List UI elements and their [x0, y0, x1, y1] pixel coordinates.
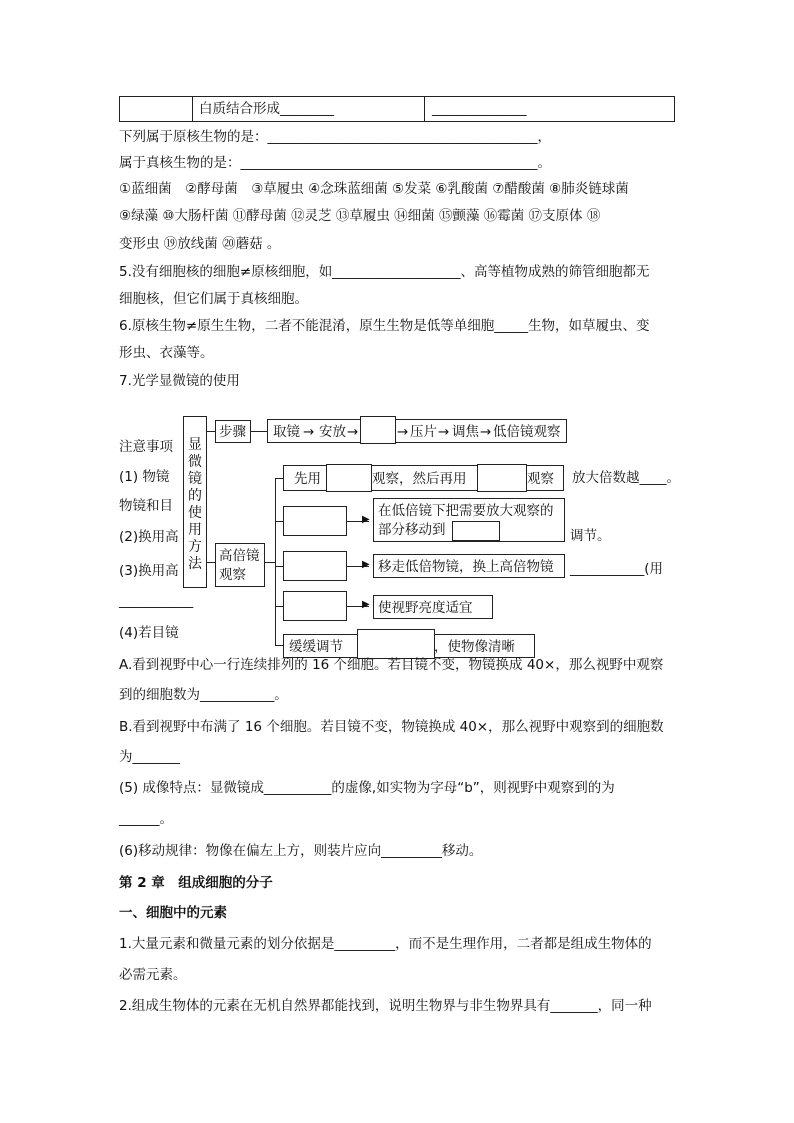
arrow-icon: → [480, 424, 492, 440]
text-line: (2)换用高 [119, 529, 179, 545]
connector [275, 478, 283, 479]
text-line: 注意事项 [119, 439, 173, 455]
text-line: 为_______ [119, 749, 180, 765]
section-heading: 一、细胞中的元素 [119, 905, 227, 921]
connector [207, 562, 215, 563]
text-line: 2.组成生物体的元素在无机自然界都能找到，说明生物界与非生物界具有_______，同一种 [119, 998, 652, 1014]
arrow-icon: → [347, 424, 359, 440]
text-line: (5) 成像特点：显微镜成__________的虚像,如实物为字母“b”，则视野中观察到的为 [119, 780, 615, 796]
text-line: ①蓝细菌 ②酵母菌 ③草履虫 ④念珠蓝细菌 ⑤发菜 ⑥乳酸菌 ⑦醋酸菌 ⑧肺炎链球菌 [119, 181, 629, 197]
text-line: 1.大量元素和微量元素的划分依据是_________，而不是生理作用，二者都是组成生物体的 [119, 936, 652, 952]
text-line: ___________ [119, 593, 194, 609]
text-line: 物镜和目 [119, 498, 173, 514]
branch-text: 部分移动到 [378, 522, 446, 538]
text-line: 下列属于原核生物的是：________________________________________， [119, 129, 551, 145]
text-line: (4)若目镜 [119, 625, 179, 641]
blank-box [283, 506, 347, 536]
table-cell: 白质结合形成________ [199, 101, 334, 117]
step-box [215, 420, 251, 443]
connector [275, 606, 283, 607]
text-line: 必需元素。 [119, 967, 187, 983]
blank-box [452, 521, 500, 541]
connector [207, 431, 215, 432]
branch-box-5 [283, 634, 535, 658]
branch-text: 移走低倍物镜，换上高倍物镜 [378, 559, 554, 575]
text-line: 到的细胞数为___________。 [119, 687, 288, 703]
arrow-icon: → [438, 424, 450, 440]
table-divider [424, 97, 425, 121]
blank-box [357, 629, 435, 659]
flow-text: 低倍镜观察 [493, 424, 561, 440]
connector [275, 566, 283, 567]
branch-text: 缓缓调节 [289, 639, 343, 655]
spine [275, 478, 276, 646]
chapter-heading: 第 2 章 组成细胞的分子 [119, 875, 273, 891]
high-power-label: 高倍镜 [219, 548, 260, 564]
branch-box-2 [373, 498, 565, 542]
blank-box [360, 416, 396, 444]
connector [265, 562, 275, 563]
branch-text: 在低倍镜下把需要放大观察的 [378, 503, 554, 519]
table-row [119, 96, 675, 122]
arrow-head-icon: ▶ [362, 559, 370, 570]
text-line: ______。 [119, 811, 173, 827]
connector [275, 521, 283, 522]
text-line: 变形虫 ⑲放线菌 ⑳蘑菇 。 [119, 236, 281, 252]
branch-tail-text: 放大倍数越____。 [572, 470, 680, 486]
blank-box [477, 464, 527, 492]
text-line: 5.没有细胞核的细胞≠原核细胞，如___________________、高等植物成熟的筛管细胞都无 [119, 264, 650, 280]
blank-box [283, 591, 347, 621]
arrow-head-icon: ▶ [362, 599, 370, 610]
arrow-icon: → [303, 424, 315, 440]
text-line: (3)换用高 [119, 563, 179, 579]
branch-text: 观察 [527, 471, 554, 487]
high-power-box [215, 543, 265, 587]
text-line: 细胞核，但它们属于真核细胞。 [119, 291, 308, 307]
branch-text: 使视野亮度适宜 [378, 600, 473, 616]
flow-text: 取镜 [273, 424, 300, 440]
branch-text: ，使物像清晰 [434, 639, 515, 655]
text-line: (6)移动规律：物像在偏左上方，则装片应向_________移动。 [119, 843, 483, 859]
text-line: A.看到视野中心一行连续排列的 16 个细胞。若目镜不变，物镜换成 40×，那么视野中观察 [119, 657, 664, 673]
diagram-title: 显微镜的使用方法 [188, 437, 202, 572]
flow-text: 安放 [319, 424, 346, 440]
blank-box [326, 464, 372, 492]
text-line: 形虫、衣藻等。 [119, 345, 214, 361]
arrow-head-icon: ▶ [362, 514, 370, 525]
blank-box [283, 551, 347, 581]
step-flow-box [267, 419, 567, 443]
connector [275, 645, 283, 646]
text-line: 6.原核生物≠原生生物，二者不能混淆，原生生物是低等单细胞_____生物，如草履虫、变 [119, 318, 650, 334]
text-line: 属于真核生物的是：____________________________________________。 [119, 155, 551, 171]
flow-text: 压片 [410, 424, 437, 440]
high-power-label: 观察 [219, 567, 246, 583]
flow-text: 调焦 [452, 424, 479, 440]
branch-tail-text: ___________(用 [570, 561, 664, 577]
text-line: ⑨绿藻 ⑩大肠杆菌 ⑪酵母菌 ⑫灵芝 ⑬草履虫 ⑭细菌 ⑮颤藻 ⑯霉菌 ⑰支原体 ⑱ [119, 208, 601, 224]
table-cell: ______________ [432, 101, 527, 117]
diagram-title-box [183, 416, 207, 588]
branch-text: 先用 [294, 471, 321, 487]
branch-box-3 [373, 554, 565, 578]
branch-box-4 [373, 595, 493, 619]
text-line: B.看到视野中布满了 16 个细胞。若目镜不变，物镜换成 40×，那么视野中观察到的细胞数 [119, 719, 664, 735]
connector [251, 431, 267, 432]
table-divider [192, 97, 193, 121]
arrow-icon: → [397, 424, 409, 440]
section-heading: 7.光学显微镜的使用 [119, 373, 240, 389]
branch-tail-text: 调节。 [570, 528, 611, 544]
text-line: (1) 物镜 [119, 469, 170, 485]
branch-box-1 [283, 465, 564, 491]
branch-text: 观察，然后再用 [372, 471, 467, 487]
step-label: 步骤 [219, 424, 246, 440]
